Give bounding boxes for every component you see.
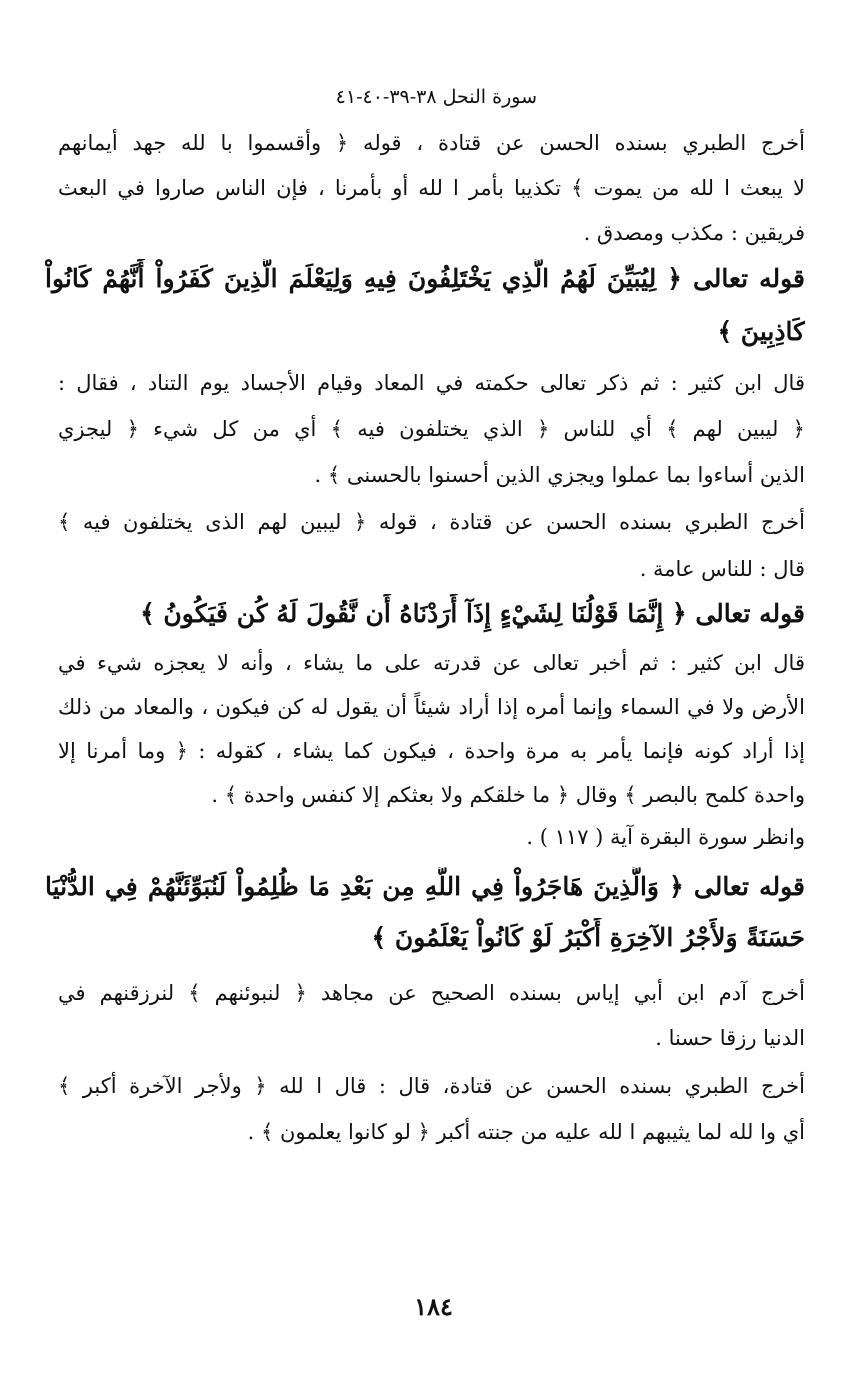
- text-line: قال ابن كثير : ثم ذكر تعالى حكمته في المعاد وقيام الأجساد يوم التناد ، فقال :: [58, 371, 805, 395]
- text-line: واحدة كلمح بالبصر ﴾ وقال ﴿ ما خلقكم ولا بعثكم إلا كنفس واحدة ﴾ .: [211, 783, 805, 807]
- text-line: أخرج الطبري بسنده الحسن عن قتادة ، قوله ﴿ ليبين لهم الذى يختلفون فيه ﴾: [58, 510, 805, 534]
- text-line: فريقين : مكذب ومصدق .: [583, 221, 805, 245]
- text-line: قال : للناس عامة .: [639, 557, 805, 581]
- verse-heading: حَسَنَةً وَلأَجْرُ الآخِرَةِ أَكْبَرُ لَوْ كَانُواْ يَعْلَمُونَ ﴾: [371, 923, 805, 952]
- verse-heading: كَاذِبِينَ ﴾: [717, 317, 805, 346]
- verse-heading: قوله تعالى ﴿ لِيُبَيِّنَ لَهُمُ الَّذِي يَخْتَلِفُونَ فِيهِ وَلِيَعْلَمَ الَّذِينَ كَفَرُواْ أَنَّهُمْ كَانُواْ: [45, 264, 805, 293]
- text-line: الدنيا رزقا حسنا .: [655, 1026, 805, 1050]
- text-line: ﴿ ليبين لهم ﴾ أي للناس ﴿ الذي يختلفون فيه ﴾ أي من كل شيء ﴿ ليجزي: [58, 417, 805, 441]
- text-line: أخرج الطبري بسنده الحسن عن قتادة، قال : قال ا لله ﴿ ولأجر الآخرة أكبر ﴾: [58, 1074, 805, 1098]
- text-line: لا يبعث ا لله من يموت ﴾ تكذيبا بأمر ا لله أو بأمرنا ، فإن الناس صاروا في البعث: [58, 176, 805, 200]
- text-line: الأرض ولا في السماء وإنما أمره إذا أراد شيئاً أن يقول له كن فيكون ، والمعاد من ذلك: [58, 695, 805, 719]
- text-line: الذين أساءوا بما عملوا ويجزي الذين أحسنوا بالحسنى ﴾ .: [314, 463, 805, 487]
- text-line: وانظر سورة البقرة آية ( ١١٧ ) .: [526, 825, 805, 849]
- text-line: أخرج آدم ابن أبي إياس بسنده الصحيح عن مجاهد ﴿ لنبوئنهم ﴾ لنرزقنهم في: [58, 981, 805, 1005]
- text-line: أخرج الطبري بسنده الحسن عن قتادة ، قوله ﴿ وأقسموا با لله جهد أيمانهم: [58, 131, 805, 155]
- page-number: ١٨٤: [414, 1292, 453, 1321]
- verse-heading: قوله تعالى ﴿ وَالَّذِينَ هَاجَرُواْ فِي اللَّهِ مِن بَعْدِ مَا ظُلِمُواْ لَنُبَوِّئَنَّهُمْ فِي الدُّنْيَا: [45, 872, 805, 901]
- text-line: أي وا لله لما يثيبهم ا لله عليه من جنته أكبر ﴿ لو كانوا يعلمون ﴾ .: [247, 1120, 805, 1144]
- running-header: سورة النحل ٣٨-٣٩-٤٠-٤١: [335, 86, 537, 108]
- text-line: قال ابن كثير : ثم أخبر تعالى عن قدرته على ما يشاء ، وأنه لا يعجزه شيء في: [58, 651, 805, 675]
- verse-heading: قوله تعالى ﴿ إِنَّمَا قَوْلُنَا لِشَيْءٍ إِذَآ أَرَدْنَاهُ أَن نَّقُولَ لَهُ كُن فَيَكُونُ ﴾: [140, 599, 805, 628]
- text-line: إذا أراد كونه فإنما يأمر به مرة واحدة ، فيكون كما يشاء ، كقوله : ﴿ وما أمرنا إلا: [58, 739, 805, 763]
